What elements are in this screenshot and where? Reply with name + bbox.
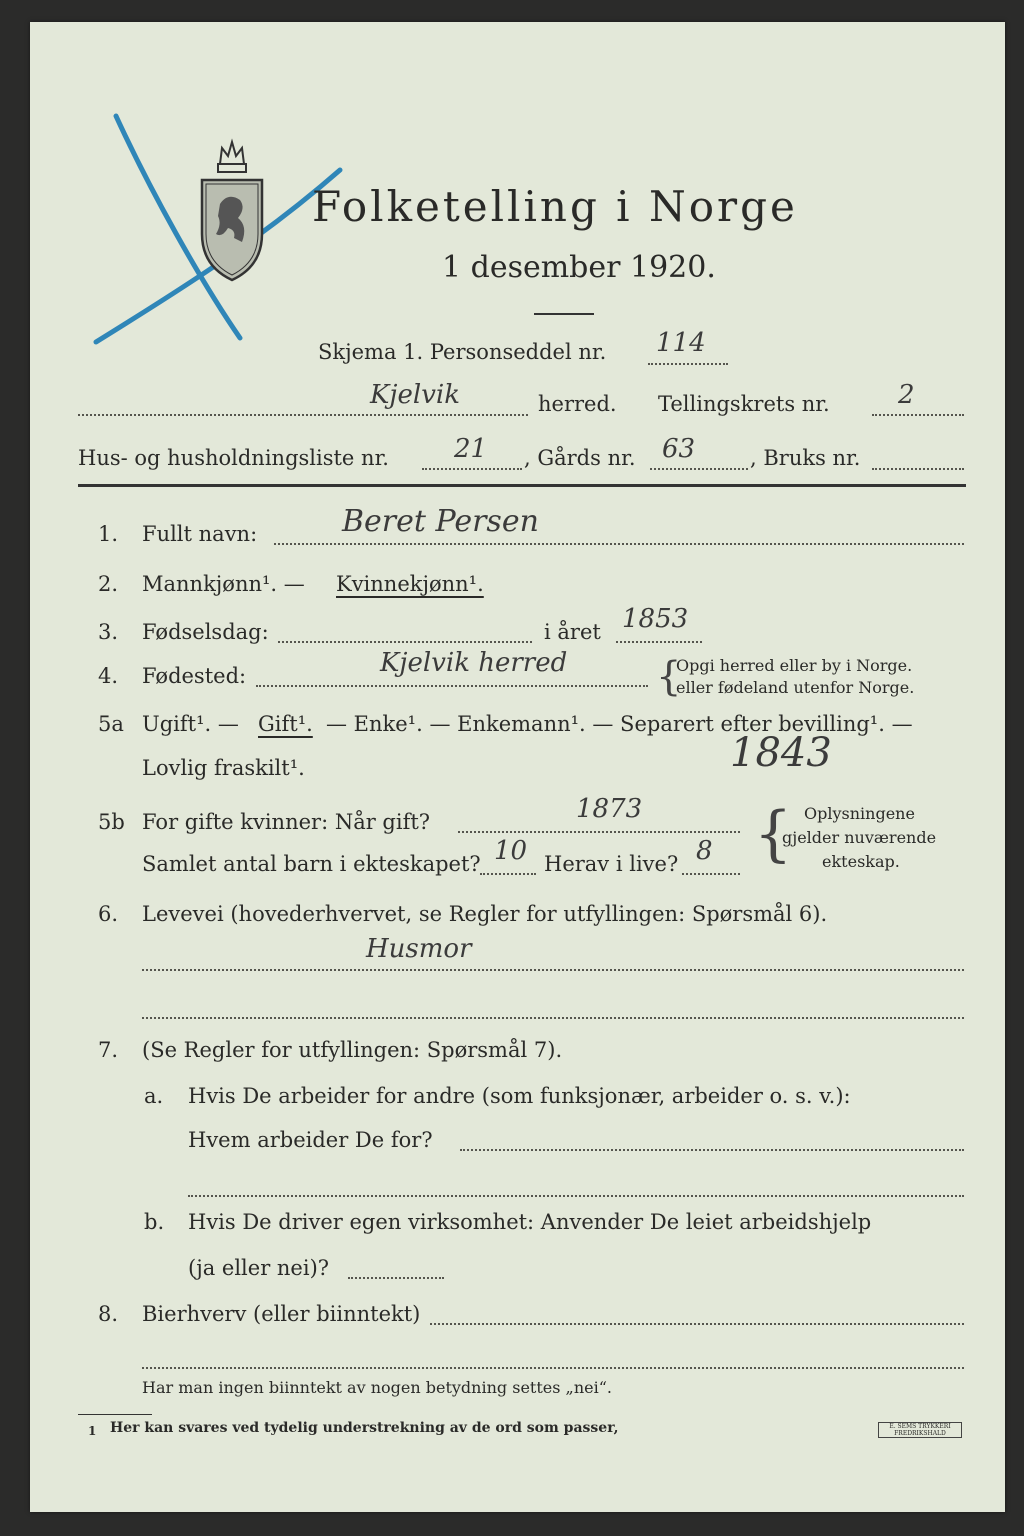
personseddel-number[interactable]: 114: [656, 328, 706, 358]
q8-number: 8.: [98, 1302, 119, 1326]
q5a-other-options[interactable]: — Enke¹. — Enkemann¹. — Separert efter bevilling¹. —: [326, 712, 913, 736]
q5b-note-line3: ekteskap.: [822, 852, 900, 871]
q4-note-line2: eller fødeland utenfor Norge.: [676, 678, 915, 697]
q6-occupation-value[interactable]: Husmor: [366, 934, 472, 964]
q5b-gift-field-line: [458, 830, 740, 833]
q5b-barn-field-line: [480, 872, 536, 875]
q8-field-line-1: [430, 1322, 964, 1325]
gards-value[interactable]: 63: [662, 434, 696, 464]
herred-value[interactable]: Kjelvik: [370, 380, 460, 410]
q1-full-name-value[interactable]: Beret Persen: [342, 504, 539, 539]
q4-label: Fødested:: [142, 664, 247, 688]
q5a-gift-underlined[interactable]: Gift¹.: [258, 712, 313, 736]
q5b-barn-value[interactable]: 10: [494, 836, 528, 866]
q6-field-line-2: [142, 1016, 964, 1019]
husholdningsliste-label: Hus- og husholdningsliste nr.: [78, 446, 389, 470]
q7a-field-line-1: [460, 1148, 964, 1151]
gards-field-line: [650, 467, 748, 470]
q5b-gift-year-value[interactable]: 1873: [576, 794, 643, 824]
tellingskrets-value[interactable]: 2: [898, 380, 915, 410]
tellingskrets-label: Tellingskrets nr.: [658, 392, 830, 416]
q4-note-line1: Opgi herred eller by i Norge.: [676, 656, 913, 675]
q3-year-field-line: [616, 640, 702, 643]
coat-of-arms-icon: [192, 134, 272, 284]
census-form-sheet: [30, 22, 1005, 1512]
q7a-line2: Hvem arbeider De for?: [188, 1128, 433, 1152]
bruks-label: , Bruks nr.: [750, 446, 861, 470]
q5b-note-line2: gjelder nuværende: [782, 828, 937, 847]
q5b-number: 5b: [98, 810, 125, 834]
herred-field-line: [78, 413, 528, 416]
q2-mannkjonn[interactable]: Mannkjønn¹. —: [142, 572, 305, 596]
footnote-number: 1: [88, 1424, 97, 1438]
q7b-line2: (ja eller nei)?: [188, 1256, 330, 1280]
q4-field-line: [256, 684, 648, 687]
q5b-live-field-line: [682, 872, 740, 875]
q8-field-line-2: [142, 1366, 964, 1369]
gards-label: , Gårds nr.: [524, 446, 636, 470]
q4-birthplace-value[interactable]: Kjelvik herred: [380, 648, 568, 678]
q5b-label: For gifte kvinner: Når gift?: [142, 810, 431, 834]
footnote-text: Her kan svares ved tydelig understrekning av de ord som passer,: [110, 1420, 619, 1436]
q3-year-label: i året: [544, 620, 601, 644]
q4-brace: {: [656, 654, 682, 700]
q8-label: Bierhverv (eller biinntekt): [142, 1302, 421, 1326]
schema-label: Skjema 1. Personseddel nr.: [318, 340, 607, 364]
q4-number: 4.: [98, 664, 119, 688]
q7-number: 7.: [98, 1038, 119, 1062]
title-divider: [534, 313, 594, 315]
footnote-rule: [78, 1414, 152, 1415]
q7a-field-line-2: [188, 1194, 964, 1197]
q5a-lovlig-fraskilt[interactable]: Lovlig fraskilt¹.: [142, 756, 305, 780]
q7-label: (Se Regler for utfyllingen: Spørsmål 7).: [142, 1038, 563, 1062]
printer-stamp: E. SEMS TRYKKERI FREDRIKSHALD: [878, 1422, 962, 1438]
q6-label: Levevei (hovederhvervet, se Regler for utfyllingen: Spørsmål 6).: [142, 902, 828, 926]
q6-number: 6.: [98, 902, 119, 926]
q7b-letter: b.: [144, 1210, 165, 1234]
q3-birth-year-value[interactable]: 1853: [622, 604, 689, 634]
form-title: Folketelling i Norge: [312, 182, 798, 231]
q5a-margin-year: 1843: [730, 730, 832, 776]
q5a-number: 5a: [98, 712, 124, 736]
q7b-text: Hvis De driver egen virksomhet: Anvender De leiet arbeidshjelp: [188, 1210, 872, 1234]
q3-number: 3.: [98, 620, 119, 644]
q5a-ugift[interactable]: Ugift¹. —: [142, 712, 239, 736]
herred-label: herred.: [538, 392, 617, 416]
q5b-note-line1: Oplysningene: [804, 804, 915, 823]
q5b-brace: {: [754, 799, 793, 869]
q7b-field-line: [348, 1276, 444, 1279]
q5b-live-label: Herav i live?: [544, 852, 679, 876]
q6-field-line-1: [142, 968, 964, 971]
q2-number: 2.: [98, 572, 119, 596]
q5b-live-value[interactable]: 8: [696, 836, 713, 866]
tellingskrets-field-line: [872, 413, 964, 416]
personseddel-field-line: [648, 362, 728, 365]
q7a-text: Hvis De arbeider for andre (som funksjonær, arbeider o. s. v.):: [188, 1084, 851, 1108]
q3-label: Fødselsdag:: [142, 620, 269, 644]
footer-note: Har man ingen biinntekt av nogen betydning settes „nei“.: [142, 1378, 612, 1397]
header-rule: [78, 484, 966, 487]
husholdningsliste-value[interactable]: 21: [454, 434, 488, 464]
q7a-letter: a.: [144, 1084, 164, 1108]
q3-fodselsdag-field-line: [278, 640, 532, 643]
q5b-barn-label: Samlet antal barn i ekteskapet?: [142, 852, 481, 876]
liste-field-line: [422, 467, 522, 470]
q1-field-line: [274, 542, 964, 545]
census-date: 1 desember 1920.: [442, 250, 716, 285]
bruks-field-line: [872, 467, 964, 470]
q1-label: Fullt navn:: [142, 522, 258, 546]
q2-kvinnekjonn-underlined[interactable]: Kvinnekjønn¹.: [336, 572, 484, 596]
q1-number: 1.: [98, 522, 119, 546]
